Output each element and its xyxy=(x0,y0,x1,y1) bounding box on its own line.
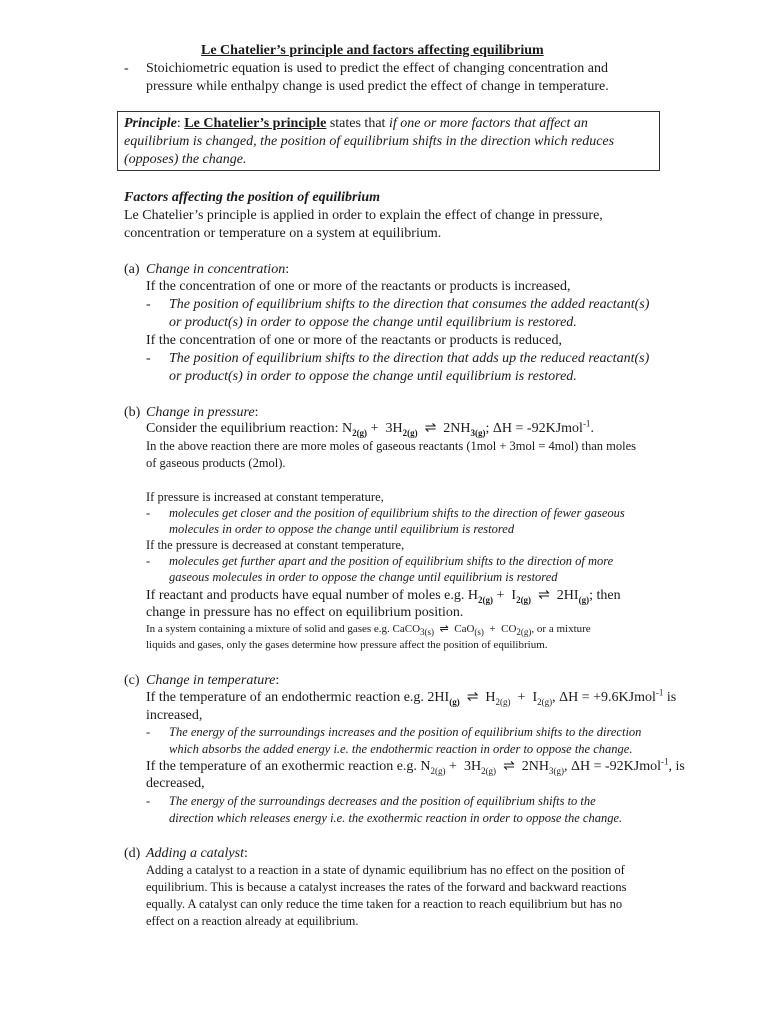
concentration-marker: (a) xyxy=(124,262,140,277)
catalyst-heading-colon: : xyxy=(244,846,248,861)
catalyst-heading-line xyxy=(146,845,248,862)
catalyst-heading: Adding a catalyst xyxy=(146,846,244,861)
principle-text-1: if one or more factors that affect an xyxy=(388,116,588,131)
catalyst-line-2: equilibrium. This is because a catalyst increases the rates of the forward and backward reactions xyxy=(146,880,627,894)
principle-name: Le Chatelier’s principle xyxy=(184,116,327,131)
concentration-heading: Change in concentration xyxy=(146,262,286,277)
principle-line-2: equilibrium is changed, the position of equilibrium shifts in the direction which reduces xyxy=(124,134,615,149)
pressure-heading-line xyxy=(146,404,259,421)
temperature-l3-start: If the temperature of an exothermic reaction e.g. N xyxy=(146,759,431,774)
temperature-marker: (c) xyxy=(124,673,140,688)
document-title: Le Chatelier’s principle and factors affecting equilibrium xyxy=(201,43,544,58)
pressure-l6-end: ; then xyxy=(589,588,621,603)
temperature-line-3: If the temperature of an exothermic reaction e.g. $N_{2(g)} + 3H_{2(g)}$ ⇌ $2NH_{3(g)}$, ΔH = -92KJmol$^{-1}$, is xyxy=(146,756,685,776)
temperature-l1-end: is xyxy=(663,690,677,705)
pressure-l6-start: If reactant and products have equal number of moles e.g. H xyxy=(146,588,478,603)
concentration-bullet-2b: or product(s) in order to oppose the change until equilibrium is restored. xyxy=(169,369,577,384)
catalyst-marker: (d) xyxy=(124,846,141,861)
concentration-bullet-1b: or product(s) in order to oppose the change until equilibrium is restored. xyxy=(169,315,577,330)
principle-colon: : xyxy=(176,116,185,131)
factors-line-1: Le Chatelier’s principle is applied in order to explain the effect of change in pressure, xyxy=(124,208,603,223)
pressure-bullet-2-marker: - xyxy=(146,554,151,568)
intro-line-2: pressure while enthalpy change is used predict the effect of change in temperature. xyxy=(146,79,609,94)
pressure-line-5: If the pressure is decreased at constant temperature, xyxy=(146,538,405,552)
temperature-heading-line xyxy=(146,672,279,689)
temperature-l1-mid: , ΔH = +9.6KJmol xyxy=(552,690,656,705)
temperature-bullet-2a: The energy of the surroundings decreases and the position of equilibrium shifts to the xyxy=(169,794,596,808)
concentration-heading-colon: : xyxy=(285,262,290,277)
catalyst-line-4: effect on a reaction already at equilibrium. xyxy=(146,914,359,928)
principle-line-3: (opposes) the change. xyxy=(124,152,247,167)
concentration-heading-line xyxy=(146,261,289,278)
pressure-bullet-1a: molecules get closer and the position of equilibrium shifts to the direction of fewer gaseous xyxy=(169,506,625,520)
pressure-line-6: If reactant and products have equal number of moles e.g. $H_{2(g)} + I_{2(g)}$ ⇌ $2HI_{(g)}$; then xyxy=(146,588,621,605)
principle-line-1 xyxy=(124,115,588,132)
temperature-bullet-1a: The energy of the surroundings increases and the position of equilibrium shifts to the direction xyxy=(169,725,642,739)
pressure-line-2: In the above reaction there are more moles of gaseous reactants (1mol + 3mol = 4mol) than moles xyxy=(146,439,636,453)
pressure-marker: (b) xyxy=(124,405,141,420)
temperature-l3-mid: , ΔH = -92KJmol xyxy=(564,759,662,774)
pressure-line-8: In a system containing a mixture of solid and gases e.g. CaCO$_{3(s)}$ ⇌ $CaO_{(s)} + CO_{2(g)}$, or a mixture xyxy=(146,623,591,638)
pressure-line-9: liquids and gases, only the gases determine how pressure affect the position of equilibrium. xyxy=(146,639,548,651)
concentration-bullet-2a: The position of equilibrium shifts to the direction that adds up the reduced reactant(s) xyxy=(169,351,650,366)
pressure-line-4: If pressure is increased at constant temperature, xyxy=(146,490,384,504)
pressure-heading: Change in pressure xyxy=(146,405,255,420)
principle-label: Principle xyxy=(124,116,177,131)
pressure-line-7: change in pressure has no effect on equilibrium position. xyxy=(146,605,464,620)
principle-states: states that xyxy=(326,116,389,131)
pressure-eq-enthalpy: ; ΔH = -92KJmol xyxy=(485,421,583,436)
pressure-bullet-2a: molecules get further apart and the position of equilibrium shifts to the direction of more xyxy=(169,554,614,568)
temperature-l1-start: If the temperature of an endothermic reaction e.g. 2HI xyxy=(146,690,450,705)
temperature-bullet-1b: which absorbs the added energy i.e. the endothermic reaction in order to oppose the change. xyxy=(169,742,633,756)
concentration-line-1: If the concentration of one or more of the reactants or products is increased, xyxy=(146,279,571,294)
pressure-bullet-2b: gaseous molecules in order to oppose the change until equilibrium is restored xyxy=(169,570,558,584)
concentration-bullet-1-marker: - xyxy=(146,297,151,312)
pressure-l8-end: , or a mixture xyxy=(531,623,591,635)
pressure-bullet-1b: molecules in order to oppose the change until equilibrium is restored xyxy=(169,522,515,536)
temperature-heading: Change in temperature xyxy=(146,673,276,688)
intro-line-1: Stoichiometric equation is used to predict the effect of changing concentration and xyxy=(146,61,608,76)
pressure-line-3: of gaseous products (2mol). xyxy=(146,456,286,470)
pressure-eq-intro: Consider the equilibrium reaction: N xyxy=(146,421,353,436)
catalyst-line-1: Adding a catalyst to a reaction in a state of dynamic equilibrium has no effect on the position of xyxy=(146,863,625,877)
concentration-bullet-1a: The position of equilibrium shifts to the direction that consumes the added reactant(s) xyxy=(169,297,650,312)
concentration-line-2: If the concentration of one or more of the reactants or products is reduced, xyxy=(146,333,562,348)
factors-heading: Factors affecting the position of equilibrium xyxy=(124,190,381,205)
pressure-heading-colon: : xyxy=(254,405,259,420)
temperature-bullet-1-marker: - xyxy=(146,725,151,739)
concentration-bullet-2-marker: - xyxy=(146,351,151,366)
temperature-heading-colon: : xyxy=(275,673,280,688)
temperature-line-2: increased, xyxy=(146,708,203,723)
intro-bullet-marker: - xyxy=(124,61,129,76)
factors-line-2: concentration or temperature on a system at equilibrium. xyxy=(124,226,442,241)
temperature-line-4: decreased, xyxy=(146,776,205,791)
catalyst-line-3: equally. A catalyst can only reduce the time taken for a reaction to reach equilibrium but has no xyxy=(146,897,623,911)
pressure-l8-start: In a system containing a mixture of solid and gases e.g. CaCO xyxy=(146,623,421,635)
temperature-line-1: If the temperature of an endothermic reaction e.g. $2HI_{(g)}$ ⇌ $H_{2(g)} + I_{2(g)}$, ΔH = +9.6KJmol$^{-1}$ is xyxy=(146,687,677,707)
temperature-bullet-2-marker: - xyxy=(146,794,151,808)
temperature-bullet-2b: direction which releases energy i.e. the exothermic reaction in order to oppose the change. xyxy=(169,811,623,825)
pressure-bullet-1-marker: - xyxy=(146,506,151,520)
temperature-l3-end: , is xyxy=(668,759,685,774)
pressure-equation-line: Consider the equilibrium reaction: $N_{2(g)} + 3H_{2(g)}$ ⇌ $2NH_{3(g)}$; ΔH = -92KJmol$^{-1}$. xyxy=(146,418,594,438)
